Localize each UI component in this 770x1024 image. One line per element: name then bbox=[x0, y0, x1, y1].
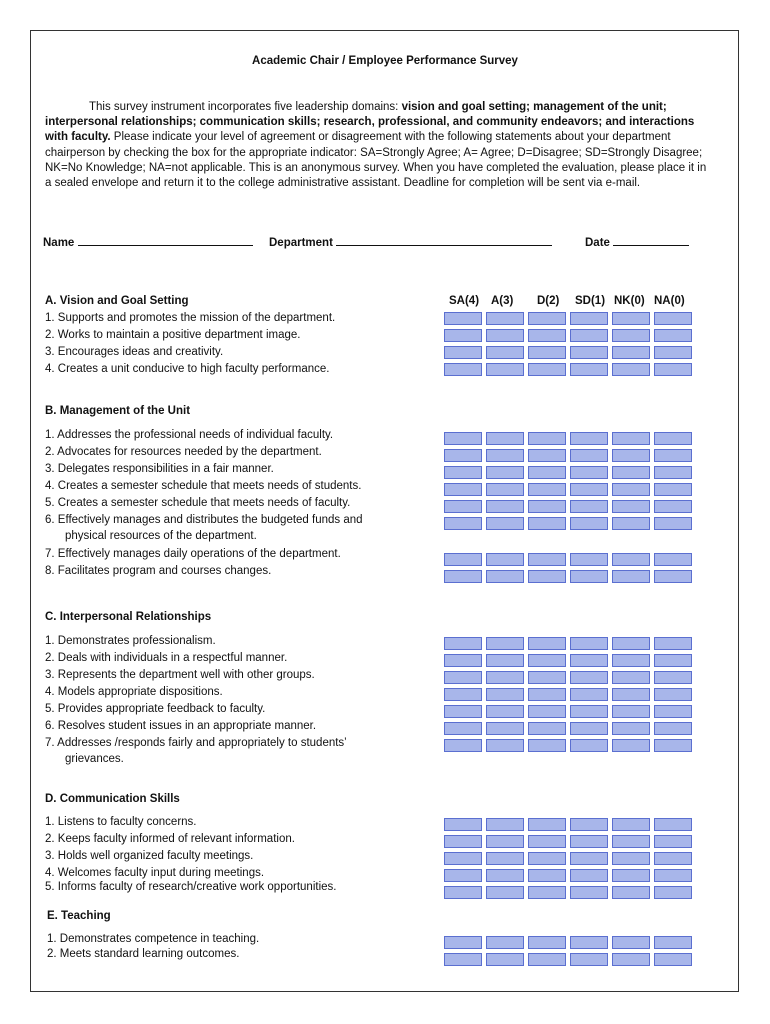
rating-checkbox-sa4[interactable] bbox=[444, 637, 482, 650]
rating-checkbox-sa4[interactable] bbox=[444, 346, 482, 359]
statement-text: 1. Supports and promotes the mission of the department. bbox=[45, 312, 336, 324]
rating-checkbox-na0[interactable] bbox=[654, 449, 692, 462]
rating-checkbox-nk0[interactable] bbox=[612, 312, 650, 325]
rating-checkbox-nk0[interactable] bbox=[612, 637, 650, 650]
survey-statement bbox=[45, 446, 322, 458]
rating-checkbox-sd1[interactable] bbox=[570, 363, 608, 376]
rating-checkbox-sa4[interactable] bbox=[444, 739, 482, 752]
statement-text-continued: grievances. bbox=[65, 753, 124, 765]
rating-checkbox-a3[interactable] bbox=[486, 553, 524, 566]
rating-checkbox-d2[interactable] bbox=[528, 722, 566, 735]
name-line[interactable] bbox=[78, 233, 253, 246]
survey-statement bbox=[45, 867, 264, 879]
rating-checkbox-sa4[interactable] bbox=[444, 818, 482, 831]
statement-text: 1. Demonstrates professionalism. bbox=[45, 635, 216, 647]
rating-checkbox-d2[interactable] bbox=[528, 739, 566, 752]
rating-checkbox-sd1[interactable] bbox=[570, 818, 608, 831]
rating-checkbox-sa4[interactable] bbox=[444, 852, 482, 865]
statement-text: 1. Listens to faculty concerns. bbox=[45, 816, 197, 828]
rating-checkbox-sa4[interactable] bbox=[444, 936, 482, 949]
rating-checkbox-na0[interactable] bbox=[654, 517, 692, 530]
rating-checkbox-na0[interactable] bbox=[654, 739, 692, 752]
rating-checkbox-sa4[interactable] bbox=[444, 500, 482, 513]
rating-checkbox-sa4[interactable] bbox=[444, 517, 482, 530]
statement-text: 1. Addresses the professional needs of individual faculty. bbox=[45, 429, 334, 441]
rating-checkbox-a3[interactable] bbox=[486, 329, 524, 342]
name-label: Name bbox=[43, 237, 75, 249]
rating-checkbox-sa4[interactable] bbox=[444, 835, 482, 848]
rating-checkbox-d2[interactable] bbox=[528, 329, 566, 342]
rating-checkbox-sd1[interactable] bbox=[570, 722, 608, 735]
rating-checkbox-d2[interactable] bbox=[528, 432, 566, 445]
statement-text: 7. Addresses /responds fairly and appropriately to students’ bbox=[45, 737, 347, 749]
rating-checkbox-d2[interactable] bbox=[528, 705, 566, 718]
rating-checkbox-sd1[interactable] bbox=[570, 739, 608, 752]
statement-text: 7. Effectively manages daily operations of the department. bbox=[45, 548, 341, 560]
survey-statement bbox=[45, 565, 271, 577]
rating-checkbox-nk0[interactable] bbox=[612, 466, 650, 479]
rating-checkbox-sa4[interactable] bbox=[444, 886, 482, 899]
statement-text: 6. Resolves student issues in an appropriate manner. bbox=[45, 720, 317, 732]
rating-checkbox-sd1[interactable] bbox=[570, 312, 608, 325]
rating-checkbox-d2[interactable] bbox=[528, 869, 566, 882]
rating-checkbox-na0[interactable] bbox=[654, 936, 692, 949]
statement-text: 3. Represents the department well with other groups. bbox=[45, 669, 315, 681]
rating-checkbox-na0[interactable] bbox=[654, 432, 692, 445]
rating-checkbox-na0[interactable] bbox=[654, 654, 692, 667]
rating-checkbox-nk0[interactable] bbox=[612, 739, 650, 752]
rating-checkbox-a3[interactable] bbox=[486, 936, 524, 949]
rating-checkbox-nk0[interactable] bbox=[612, 835, 650, 848]
rating-checkbox-sa4[interactable] bbox=[444, 654, 482, 667]
rating-checkbox-a3[interactable] bbox=[486, 483, 524, 496]
rating-checkbox-sd1[interactable] bbox=[570, 852, 608, 865]
statement-text: 4. Creates a semester schedule that meets needs of students. bbox=[45, 480, 362, 492]
statement-text-continued: physical resources of the department. bbox=[65, 530, 257, 542]
department-field[interactable] bbox=[269, 233, 552, 249]
rating-checkbox-a3[interactable] bbox=[486, 705, 524, 718]
rating-checkbox-na0[interactable] bbox=[654, 483, 692, 496]
statement-text: 1. Demonstrates competence in teaching. bbox=[47, 933, 260, 945]
rating-checkbox-na0[interactable] bbox=[654, 363, 692, 376]
rating-checkbox-d2[interactable] bbox=[528, 346, 566, 359]
survey-statement bbox=[47, 948, 239, 960]
rating-checkbox-nk0[interactable] bbox=[612, 517, 650, 530]
rating-checkbox-sd1[interactable] bbox=[570, 705, 608, 718]
survey-statement bbox=[45, 548, 341, 560]
rating-checkbox-a3[interactable] bbox=[486, 449, 524, 462]
rating-checkbox-nk0[interactable] bbox=[612, 483, 650, 496]
survey-statement bbox=[45, 463, 274, 475]
statement-text: 6. Effectively manages and distributes the budgeted funds and bbox=[45, 514, 363, 526]
department-label: Department bbox=[269, 237, 333, 249]
rating-checkbox-a3[interactable] bbox=[486, 722, 524, 735]
survey-statement bbox=[45, 346, 223, 358]
rating-checkbox-sa4[interactable] bbox=[444, 466, 482, 479]
rating-checkbox-nk0[interactable] bbox=[612, 705, 650, 718]
intro-text-2: Please indicate your level of agreement or disagreement with the following statements about your department chairperson by checking the box for the appropriate indicator: SA=Strongly Agree; A= Agree; D=Disagree; SD=Strongly Disagree; NK=No Knowledge; NA=not applicable. This is an anonymous survey. When you have completed the evaluation, please place it in a sealed envelope and return it to the college administrative assistant. Deadline for completion will be sent via e-mail. bbox=[45, 131, 707, 190]
rating-checkbox-sd1[interactable] bbox=[570, 671, 608, 684]
rating-checkbox-sa4[interactable] bbox=[444, 722, 482, 735]
rating-checkbox-nk0[interactable] bbox=[612, 852, 650, 865]
column-header-na0: NA(0) bbox=[654, 295, 685, 307]
rating-checkbox-d2[interactable] bbox=[528, 517, 566, 530]
column-header-a3: A(3) bbox=[491, 295, 514, 307]
survey-statement bbox=[45, 480, 361, 492]
rating-checkbox-a3[interactable] bbox=[486, 869, 524, 882]
rating-checkbox-sd1[interactable] bbox=[570, 346, 608, 359]
rating-checkbox-nk0[interactable] bbox=[612, 722, 650, 735]
rating-checkbox-d2[interactable] bbox=[528, 818, 566, 831]
column-header-sa4: SA(4) bbox=[449, 295, 480, 307]
rating-checkbox-d2[interactable] bbox=[528, 449, 566, 462]
rating-checkbox-nk0[interactable] bbox=[612, 329, 650, 342]
rating-checkbox-nk0[interactable] bbox=[612, 432, 650, 445]
rating-checkbox-na0[interactable] bbox=[654, 466, 692, 479]
statement-text: 3. Encourages ideas and creativity. bbox=[45, 346, 224, 358]
rating-checkbox-a3[interactable] bbox=[486, 852, 524, 865]
rating-checkbox-a3[interactable] bbox=[486, 739, 524, 752]
survey-statement bbox=[45, 850, 253, 862]
date-field[interactable] bbox=[585, 233, 689, 249]
survey-statement bbox=[45, 703, 265, 715]
survey-statement bbox=[45, 833, 295, 845]
rating-checkbox-na0[interactable] bbox=[654, 722, 692, 735]
rating-checkbox-sa4[interactable] bbox=[444, 570, 482, 583]
statement-text: 8. Facilitates program and courses changes. bbox=[45, 565, 272, 577]
statement-text: 3. Holds well organized faculty meetings. bbox=[45, 850, 254, 862]
rating-checkbox-sa4[interactable] bbox=[444, 953, 482, 966]
rating-checkbox-sa4[interactable] bbox=[444, 363, 482, 376]
rating-checkbox-nk0[interactable] bbox=[612, 869, 650, 882]
rating-checkbox-na0[interactable] bbox=[654, 705, 692, 718]
intro-domains: vision and goal setting; management of the unit; interpersonal relationships; communication skills; research, professional, and community endeavors; and interactions with faculty. bbox=[45, 101, 695, 144]
section-heading: D. Communication Skills bbox=[45, 793, 180, 805]
rating-checkbox-nk0[interactable] bbox=[612, 671, 650, 684]
rating-checkbox-a3[interactable] bbox=[486, 953, 524, 966]
statement-text: 5. Creates a semester schedule that meets needs of faculty. bbox=[45, 497, 351, 509]
rating-checkbox-d2[interactable] bbox=[528, 500, 566, 513]
rating-checkbox-nk0[interactable] bbox=[612, 449, 650, 462]
rating-checkbox-d2[interactable] bbox=[528, 483, 566, 496]
rating-checkbox-na0[interactable] bbox=[654, 869, 692, 882]
rating-checkbox-a3[interactable] bbox=[486, 363, 524, 376]
survey-statement bbox=[45, 816, 197, 828]
rating-checkbox-sd1[interactable] bbox=[570, 483, 608, 496]
survey-statement bbox=[45, 720, 316, 732]
survey-statement bbox=[45, 881, 336, 893]
rating-checkbox-nk0[interactable] bbox=[612, 818, 650, 831]
rating-checkbox-sd1[interactable] bbox=[570, 517, 608, 530]
section-heading: B. Management of the Unit bbox=[45, 405, 191, 417]
survey-title: Academic Chair / Employee Performance Survey bbox=[252, 55, 518, 67]
rating-checkbox-nk0[interactable] bbox=[612, 953, 650, 966]
statement-text: 4. Models appropriate dispositions. bbox=[45, 686, 223, 698]
section-heading: A. Vision and Goal Setting bbox=[45, 295, 189, 307]
survey-statement bbox=[47, 933, 259, 945]
rating-checkbox-d2[interactable] bbox=[528, 835, 566, 848]
rating-checkbox-sa4[interactable] bbox=[444, 432, 482, 445]
rating-checkbox-sa4[interactable] bbox=[444, 688, 482, 701]
date-label: Date bbox=[585, 237, 610, 249]
survey-statement bbox=[45, 429, 333, 441]
rating-checkbox-sd1[interactable] bbox=[570, 637, 608, 650]
rating-checkbox-a3[interactable] bbox=[486, 835, 524, 848]
rating-checkbox-sd1[interactable] bbox=[570, 886, 608, 899]
rating-checkbox-na0[interactable] bbox=[654, 818, 692, 831]
rating-checkbox-d2[interactable] bbox=[528, 466, 566, 479]
survey-statement bbox=[45, 652, 287, 664]
rating-checkbox-sa4[interactable] bbox=[444, 483, 482, 496]
rating-checkbox-sa4[interactable] bbox=[444, 553, 482, 566]
rating-checkbox-na0[interactable] bbox=[654, 835, 692, 848]
rating-checkbox-nk0[interactable] bbox=[612, 553, 650, 566]
rating-checkbox-a3[interactable] bbox=[486, 346, 524, 359]
survey-statement bbox=[45, 635, 216, 647]
rating-checkbox-d2[interactable] bbox=[528, 637, 566, 650]
section-heading: E. Teaching bbox=[47, 910, 111, 922]
rating-checkbox-sd1[interactable] bbox=[570, 953, 608, 966]
rating-checkbox-sa4[interactable] bbox=[444, 671, 482, 684]
rating-checkbox-sa4[interactable] bbox=[444, 705, 482, 718]
survey-instructions bbox=[45, 100, 715, 191]
survey-statement bbox=[45, 329, 300, 341]
rating-checkbox-a3[interactable] bbox=[486, 570, 524, 583]
rating-checkbox-sa4[interactable] bbox=[444, 312, 482, 325]
statement-text: 3. Delegates responsibilities in a fair manner. bbox=[45, 463, 274, 475]
column-header-sd1: SD(1) bbox=[575, 295, 606, 307]
rating-checkbox-a3[interactable] bbox=[486, 432, 524, 445]
rating-checkbox-a3[interactable] bbox=[486, 312, 524, 325]
rating-checkbox-a3[interactable] bbox=[486, 886, 524, 899]
survey-statement bbox=[45, 737, 347, 765]
rating-checkbox-sd1[interactable] bbox=[570, 329, 608, 342]
survey-statement bbox=[45, 363, 329, 375]
statement-text: 2. Advocates for resources needed by the department. bbox=[45, 446, 322, 458]
rating-checkbox-na0[interactable] bbox=[654, 688, 692, 701]
statement-text: 2. Works to maintain a positive department image. bbox=[45, 329, 301, 341]
rating-checkbox-na0[interactable] bbox=[654, 553, 692, 566]
statement-text: 5. Informs faculty of research/creative work opportunities. bbox=[45, 881, 337, 893]
rating-checkbox-nk0[interactable] bbox=[612, 654, 650, 667]
rating-checkbox-d2[interactable] bbox=[528, 654, 566, 667]
rating-checkbox-sd1[interactable] bbox=[570, 835, 608, 848]
rating-checkbox-nk0[interactable] bbox=[612, 363, 650, 376]
rating-checkbox-nk0[interactable] bbox=[612, 688, 650, 701]
statement-text: 2. Keeps faculty informed of relevant information. bbox=[45, 833, 295, 845]
survey-statement bbox=[45, 669, 315, 681]
survey-statement bbox=[45, 514, 363, 542]
rating-checkbox-na0[interactable] bbox=[654, 329, 692, 342]
rating-checkbox-sa4[interactable] bbox=[444, 329, 482, 342]
rating-checkbox-sd1[interactable] bbox=[570, 449, 608, 462]
rating-checkbox-d2[interactable] bbox=[528, 852, 566, 865]
column-header-nk0: NK(0) bbox=[614, 295, 645, 307]
rating-checkbox-a3[interactable] bbox=[486, 818, 524, 831]
rating-checkbox-d2[interactable] bbox=[528, 688, 566, 701]
rating-checkbox-nk0[interactable] bbox=[612, 886, 650, 899]
rating-checkbox-sd1[interactable] bbox=[570, 936, 608, 949]
rating-checkbox-na0[interactable] bbox=[654, 671, 692, 684]
rating-checkbox-na0[interactable] bbox=[654, 500, 692, 513]
rating-checkbox-a3[interactable] bbox=[486, 654, 524, 667]
rating-checkbox-d2[interactable] bbox=[528, 953, 566, 966]
rating-checkbox-a3[interactable] bbox=[486, 637, 524, 650]
rating-checkbox-nk0[interactable] bbox=[612, 500, 650, 513]
survey-statement bbox=[45, 686, 223, 698]
rating-checkbox-d2[interactable] bbox=[528, 553, 566, 566]
rating-checkbox-sd1[interactable] bbox=[570, 466, 608, 479]
rating-checkbox-d2[interactable] bbox=[528, 312, 566, 325]
column-header-d2: D(2) bbox=[537, 295, 560, 307]
statement-text: 2. Meets standard learning outcomes. bbox=[47, 948, 240, 960]
rating-checkbox-na0[interactable] bbox=[654, 312, 692, 325]
rating-checkbox-na0[interactable] bbox=[654, 570, 692, 583]
rating-checkbox-sd1[interactable] bbox=[570, 688, 608, 701]
survey-statement bbox=[45, 497, 350, 509]
rating-checkbox-a3[interactable] bbox=[486, 688, 524, 701]
rating-checkbox-sd1[interactable] bbox=[570, 869, 608, 882]
rating-checkbox-sd1[interactable] bbox=[570, 654, 608, 667]
rating-checkbox-a3[interactable] bbox=[486, 466, 524, 479]
name-field[interactable] bbox=[43, 233, 253, 249]
rating-checkbox-d2[interactable] bbox=[528, 936, 566, 949]
rating-checkbox-sd1[interactable] bbox=[570, 553, 608, 566]
rating-checkbox-sd1[interactable] bbox=[570, 500, 608, 513]
rating-checkbox-sa4[interactable] bbox=[444, 869, 482, 882]
rating-checkbox-d2[interactable] bbox=[528, 886, 566, 899]
rating-checkbox-a3[interactable] bbox=[486, 671, 524, 684]
statement-text: 2. Deals with individuals in a respectful manner. bbox=[45, 652, 288, 664]
rating-checkbox-na0[interactable] bbox=[654, 852, 692, 865]
department-line[interactable] bbox=[336, 233, 552, 246]
rating-checkbox-na0[interactable] bbox=[654, 953, 692, 966]
rating-checkbox-d2[interactable] bbox=[528, 570, 566, 583]
rating-checkbox-sd1[interactable] bbox=[570, 432, 608, 445]
rating-checkbox-na0[interactable] bbox=[654, 637, 692, 650]
survey-statement bbox=[45, 312, 335, 324]
rating-checkbox-nk0[interactable] bbox=[612, 936, 650, 949]
statement-text: 4. Welcomes faculty input during meetings. bbox=[45, 867, 265, 879]
statement-text: 5. Provides appropriate feedback to faculty. bbox=[45, 703, 266, 715]
rating-checkbox-sd1[interactable] bbox=[570, 570, 608, 583]
rating-checkbox-d2[interactable] bbox=[528, 363, 566, 376]
rating-checkbox-a3[interactable] bbox=[486, 500, 524, 513]
statement-text: 4. Creates a unit conducive to high faculty performance. bbox=[45, 363, 330, 375]
rating-checkbox-na0[interactable] bbox=[654, 886, 692, 899]
rating-checkbox-sa4[interactable] bbox=[444, 449, 482, 462]
section-heading: C. Interpersonal Relationships bbox=[45, 611, 212, 623]
rating-checkbox-a3[interactable] bbox=[486, 517, 524, 530]
intro-text-1: This survey instrument incorporates five leadership domains: bbox=[89, 101, 402, 113]
rating-checkbox-nk0[interactable] bbox=[612, 346, 650, 359]
rating-checkbox-na0[interactable] bbox=[654, 346, 692, 359]
rating-checkbox-d2[interactable] bbox=[528, 671, 566, 684]
rating-checkbox-nk0[interactable] bbox=[612, 570, 650, 583]
date-line[interactable] bbox=[613, 233, 689, 246]
